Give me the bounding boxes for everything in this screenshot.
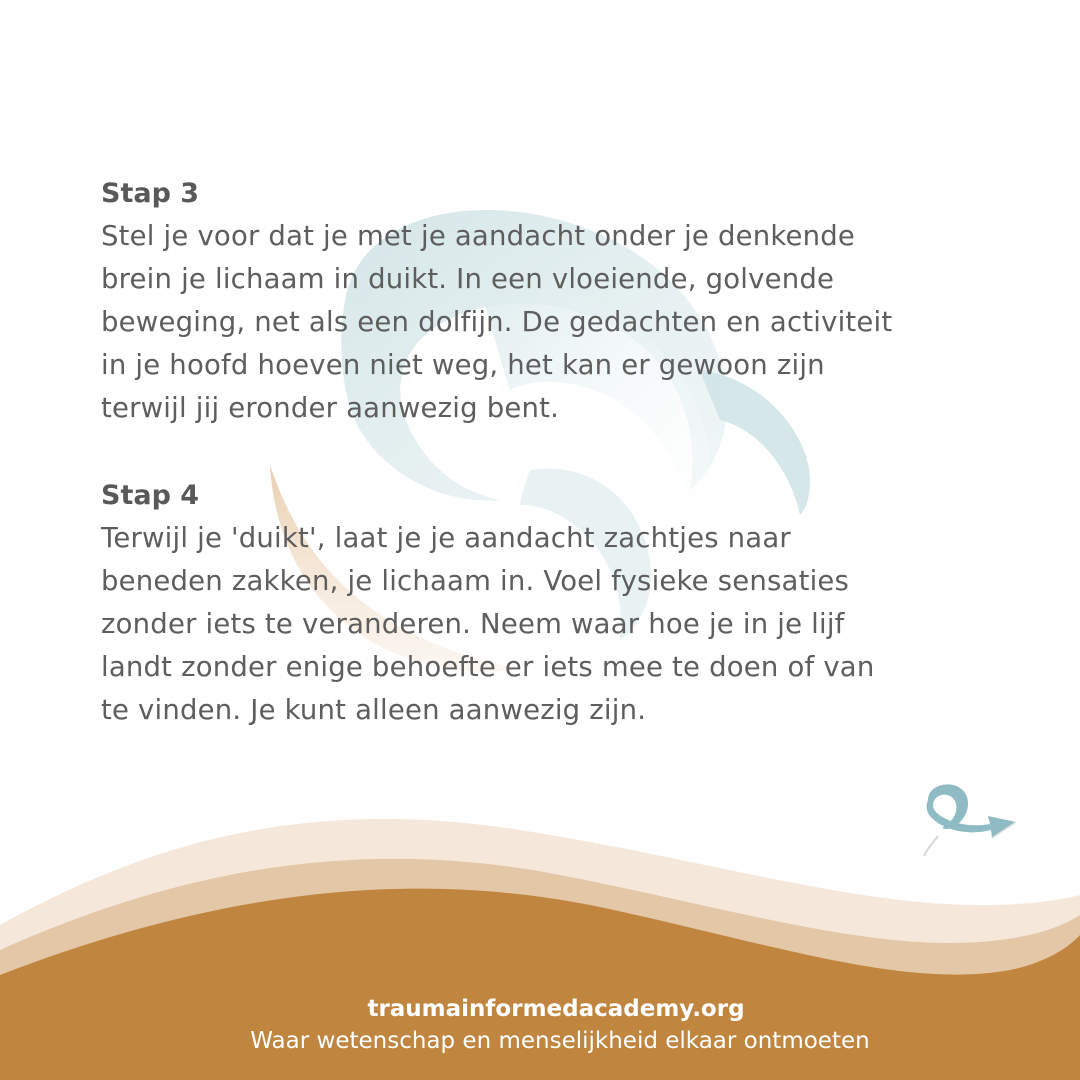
step-heading: Stap 3 <box>101 178 200 209</box>
step-text-line: te vinden. Je kunt alleen aanwezig zijn. <box>101 694 647 726</box>
content <box>101 172 1001 732</box>
step-4 <box>101 474 1001 732</box>
next-arrow-icon[interactable] <box>918 778 1022 860</box>
step-text-line: landt zonder enige behoefte er iets mee te doen of van <box>101 651 875 683</box>
step-text-line: Terwijl je 'duikt', laat je je aandacht zachtjes naar <box>101 522 791 554</box>
step-3 <box>101 172 1001 430</box>
step-text-line: in je hoofd hoeven niet weg, het kan er gewoon zijn <box>101 349 825 381</box>
step-text-line: terwijl jij eronder aanwezig bent. <box>101 392 560 424</box>
footer-website[interactable]: traumainformedacademy.org <box>367 996 745 1022</box>
step-text-line: zonder iets te veranderen. Neem waar hoe je in je lijf <box>101 608 845 640</box>
step-heading: Stap 4 <box>101 480 200 511</box>
step-text-line: beneden zakken, je lichaam in. Voel fysieke sensaties <box>101 565 850 597</box>
step-text-line: Stel je voor dat je met je aandacht onder je denkende <box>101 220 856 252</box>
step-text-line: beweging, net als een dolfijn. De gedachten en activiteit <box>101 306 893 338</box>
footer-tagline: Waar wetenschap en menselijkheid elkaar ontmoeten <box>250 1028 870 1054</box>
step-text-line: brein je lichaam in duikt. In een vloeiende, golvende <box>101 263 835 295</box>
